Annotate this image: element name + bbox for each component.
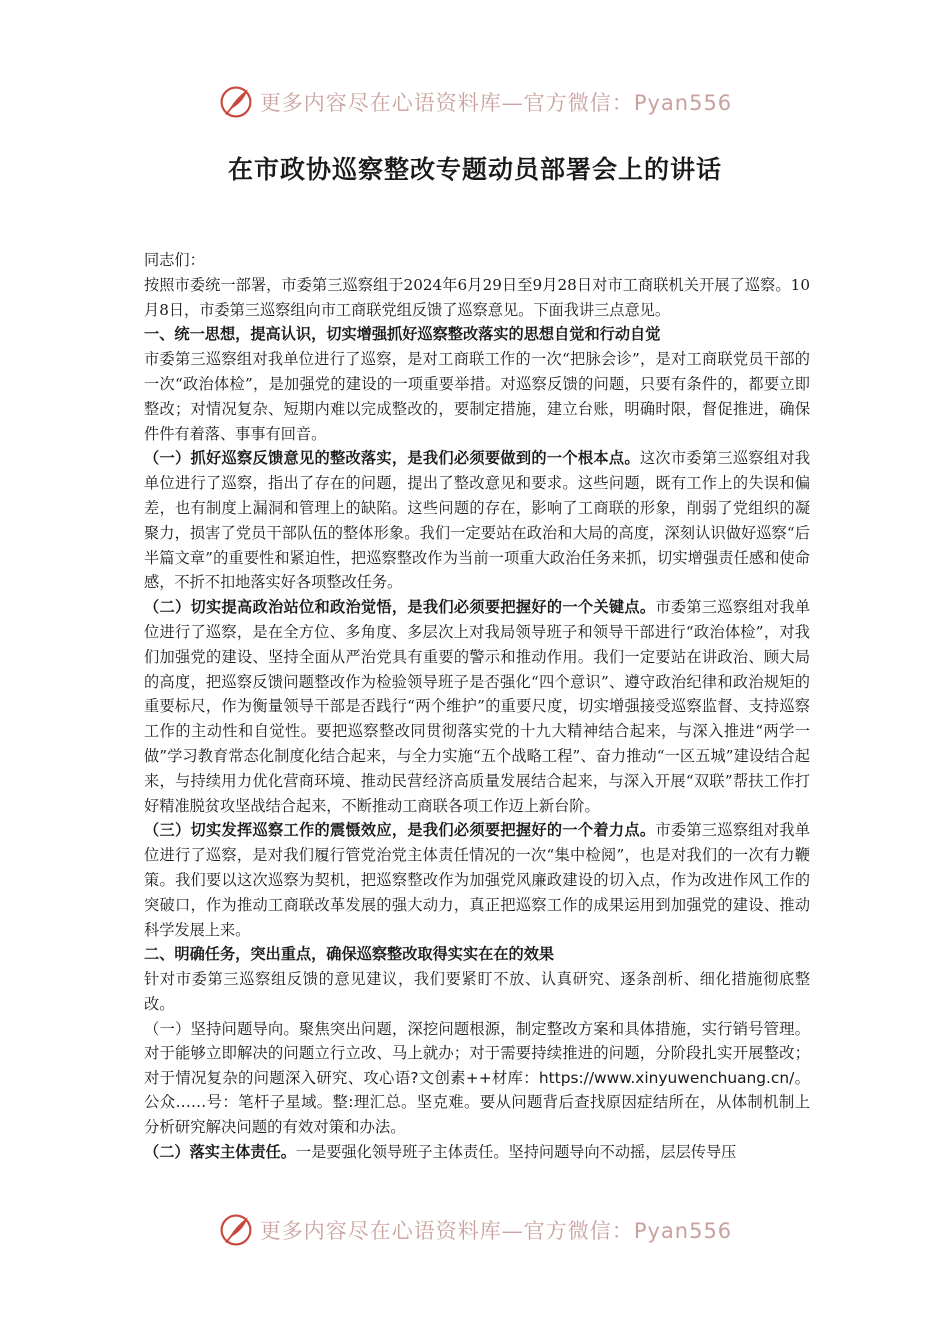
section-1-heading: 一、统一思想，提高认识，切实增强抓好巡察整改落实的思想自觉和行动自觉: [144, 325, 661, 344]
watermark-text: 更多内容尽在心语资料库—官方微信：Pyan556: [259, 91, 733, 115]
section-1-item-2: [144, 595, 810, 818]
item-text: 市委第三巡察组对我单位进行了巡察，是对我们履行管党治党主体责任情况的一次“集中检阅”，也是对我们的一次有力鞭策。我们要以这次巡察为契机，把巡察整改作为加强党风廉政建设的切入点，作为改进作风工作的突破口，作为推动工商联改革发展的强大动力，真正把巡察工作的成果运用到加强党的建设、推动科学发展上来。: [144, 821, 811, 939]
section-2-item-1: [144, 1017, 810, 1140]
section-2-paragraph: 针对市委第三巡察组反馈的意见建议，我们要紧盯不放、认真研究、逐条剖析、细化措施彻底整改。: [144, 970, 810, 1013]
section-2-item-2: [144, 1140, 810, 1165]
item-text: 这次市委第三巡察组对我单位进行了巡察，指出了存在的问题，提出了整改意见和要求。这些问题，既有工作上的失误和偏差，也有制度上漏洞和管理上的缺陷。这些问题的存在，影响了工商联的形象，削弱了党组织的凝聚力，损害了党员干部队伍的整体形象。我们一定要站在政治和大局的高度，深刻认识做好巡察“后半篇文章”的重要性和紧迫性，把巡察整改作为当前一项重大政治任务来抓，切实增强责任感和使命感，不折不扣地落实好各项整改任务。: [144, 449, 811, 592]
page-title: 在市政协巡察整改专题动员部署会上的讲话: [227, 155, 722, 184]
section-1-item-1: [144, 446, 810, 595]
header-watermark-banner: [0, 82, 950, 122]
footer-watermark-banner: [0, 1210, 950, 1250]
section-2-heading: 二、明确任务，突出重点，确保巡察整改取得实实在在的效果: [144, 945, 555, 964]
item-lead: （一）抓好巡察反馈意见的整改落实，是我们必须要做到的一个根本点。: [144, 449, 640, 468]
item-text: 市委第三巡察组对我单位进行了巡察，是在全方位、多角度、多层次上对我局领导班子和领导干部进行“政治体检”，对我们加强党的建设、坚持全面从严治党具有重要的警示和推动作用。我们一定要站在讲政治、顾大局的高度，把巡察反馈问题整改作为检验领导班子是否强化“四个意识”、遵守政治纪律和政治规矩的重要标尺，作为衡量领导干部是否践行“两个维护”的重要尺度，切实增强接受巡察监督、支持巡察工作的主动性和自觉性。要把巡察整改同贯彻落实党的十九大精神结合起来，与深入推进“两学一做”学习教育常态化制度化结合起来，与全力实施“五个战略工程”、奋力推动“一区五城”建设结合起来，与持续用力优化营商环境、推动民营经济高质量发展结合起来，与深入开展“双联”帮扶工作打好精准脱贫攻坚战结合起来，不断推动工商联各项工作迈上新台阶。: [144, 598, 811, 815]
intro-paragraph: 按照市委统一部署，市委第三巡察组于2024年6月29日至9月28日对市工商联机关开展了巡察。10月8日，市委第三巡察组向市工商联党组反馈了巡察意见。下面我讲三点意见。: [144, 275, 810, 319]
item-lead: （二）切实提高政治站位和政治觉悟，是我们必须要把握好的一个关键点。: [144, 598, 656, 617]
document-body: [144, 248, 810, 1164]
salutation: 同志们：: [144, 251, 205, 269]
item-text: 聚焦突出问题，深挖问题根源，制定整改方案和具体措施，实行销号管理。对于能够立即解决的问题立行立改、马上就办；对于需要持续推进的问题，分阶段扎实开展整改；对于情况复杂的问题深入研究、攻心语?文创素++材库：https://www.xinyuwenchuang.cn/。公众……号：笔杆子星域。整:理汇总。坚克难。要从问题背后查找原因症结所在，从体制机制上分析研究解决问题的有效对策和办法。: [144, 1019, 810, 1137]
feather-pen-logo-icon: [218, 84, 254, 120]
section-1-item-3: [144, 818, 810, 942]
item-lead: （一）坚持问题导向。: [144, 1019, 299, 1038]
item-lead: （二）落实主体责任。: [144, 1142, 296, 1161]
item-lead: （三）切实发挥巡察工作的震慑效应，是我们必须要把握好的一个着力点。: [144, 821, 656, 840]
item-text: 一是要强化领导班子主体责任。坚持问题导向不动摇，层层传导压: [295, 1142, 737, 1161]
watermark-text: 更多内容尽在心语资料库—官方微信：Pyan556: [259, 1219, 733, 1243]
feather-pen-logo-icon: [218, 1212, 254, 1248]
section-1-paragraph: 市委第三巡察组对我单位进行了巡察，是对工商联工作的一次“把脉会诊”，是对工商联党员干部的一次“政治体检”，是加强党的建设的一项重要举措。对巡察反馈的问题，只要有条件的，都要立即整改；对情况复杂、短期内难以完成整改的，要制定措施，建立台账，明确时限，督促推进，确保件件有着落、事事有回音。: [144, 350, 810, 443]
